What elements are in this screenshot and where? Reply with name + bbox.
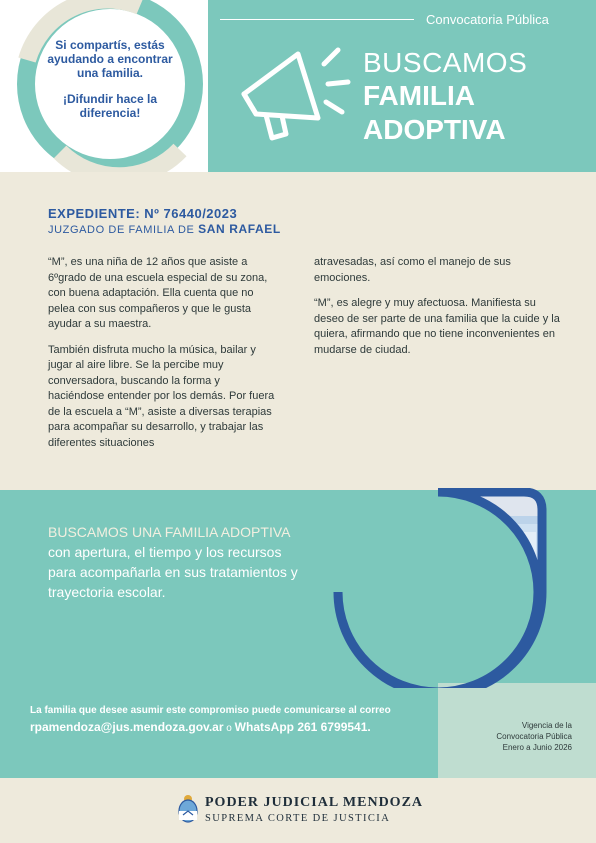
convocatoria-label: Convocatoria Pública <box>426 12 549 27</box>
story-column-left <box>48 255 278 461</box>
title-line-2: FAMILIA <box>363 80 475 111</box>
juzgado-label <box>48 222 281 236</box>
story-column-right <box>314 255 566 368</box>
org-name: PODER JUDICIAL MENDOZA <box>205 795 424 810</box>
contact-details <box>30 720 371 734</box>
share-line-1: Si compartís, estás ayudando a encontrar una familia. <box>47 38 173 80</box>
contact-email-link[interactable]: rpamendoza@jus.mendoza.gov.ar <box>30 720 224 734</box>
header <box>0 0 596 172</box>
contact-conjunction: o <box>223 723 235 734</box>
contact-intro: La familia que desee asumir este compromiso puede comunicarse al correo <box>30 705 391 716</box>
share-text <box>40 38 180 132</box>
coat-of-arms-icon <box>176 793 200 823</box>
story-paragraph-2: También disfruta mucho la música, bailar y jugar al aire libre. Se la percibe muy conversadora, buscando la forma y haciéndose entender por los demás. Por fuera de la escuela a “M”, asiste a diversas terapias para acompañar su desarrollo, y trabajar las diferentes situaciones <box>48 343 275 449</box>
contact-whatsapp[interactable]: WhatsApp 261 6799541. <box>234 720 371 734</box>
story-paragraph-1: “M”, es una niña de 12 años que asiste a 6ºgrado de una escuela especial de su zona, con buena adaptación. Ella cuenta que no pelea con sus compañeros y que le gusta ayudar a su maestra. <box>48 256 268 330</box>
divider-line <box>220 19 414 20</box>
megaphone-icon <box>232 42 352 146</box>
juzgado-place: SAN RAFAEL <box>198 222 281 236</box>
vigencia-line-1: Vigencia de la <box>521 721 572 730</box>
dance-room-illustration <box>332 488 560 688</box>
title-line-1: BUSCAMOS <box>363 47 528 78</box>
callout-emphasis: BUSCAMOS UNA FAMILIA ADOPTIVA <box>48 524 290 540</box>
title-line-3: ADOPTIVA <box>363 114 506 145</box>
vigencia-text <box>460 720 572 753</box>
story-paragraph-3: atravesadas, así como el manejo de sus emociones. <box>314 256 511 284</box>
page-title <box>363 47 527 147</box>
share-message-box <box>0 0 208 172</box>
callout-text <box>48 522 306 602</box>
story-paragraph-4: “M”, es alegre y muy afectuosa. Manifiesta su deseo de ser parte de una familia que la cuide y la quiera, afirmando que no tiene inconvenientes en mudarse de ciudad. <box>314 297 560 356</box>
share-line-2: ¡Difundir hace la diferencia! <box>62 92 157 120</box>
expediente-number: EXPEDIENTE: Nº 76440/2023 <box>48 206 238 221</box>
vigencia-line-2: Convocatoria Pública <box>496 732 572 741</box>
org-subtitle: SUPREMA CORTE DE JUSTICIA <box>205 813 391 824</box>
juzgado-prefix: JUZGADO DE FAMILIA DE <box>48 224 199 236</box>
callout-rest: con apertura, el tiempo y los recursos para acompañarla en sus tratamientos y trayectoria escolar. <box>48 544 298 600</box>
vigencia-line-3: Enero a Junio 2026 <box>502 743 572 752</box>
